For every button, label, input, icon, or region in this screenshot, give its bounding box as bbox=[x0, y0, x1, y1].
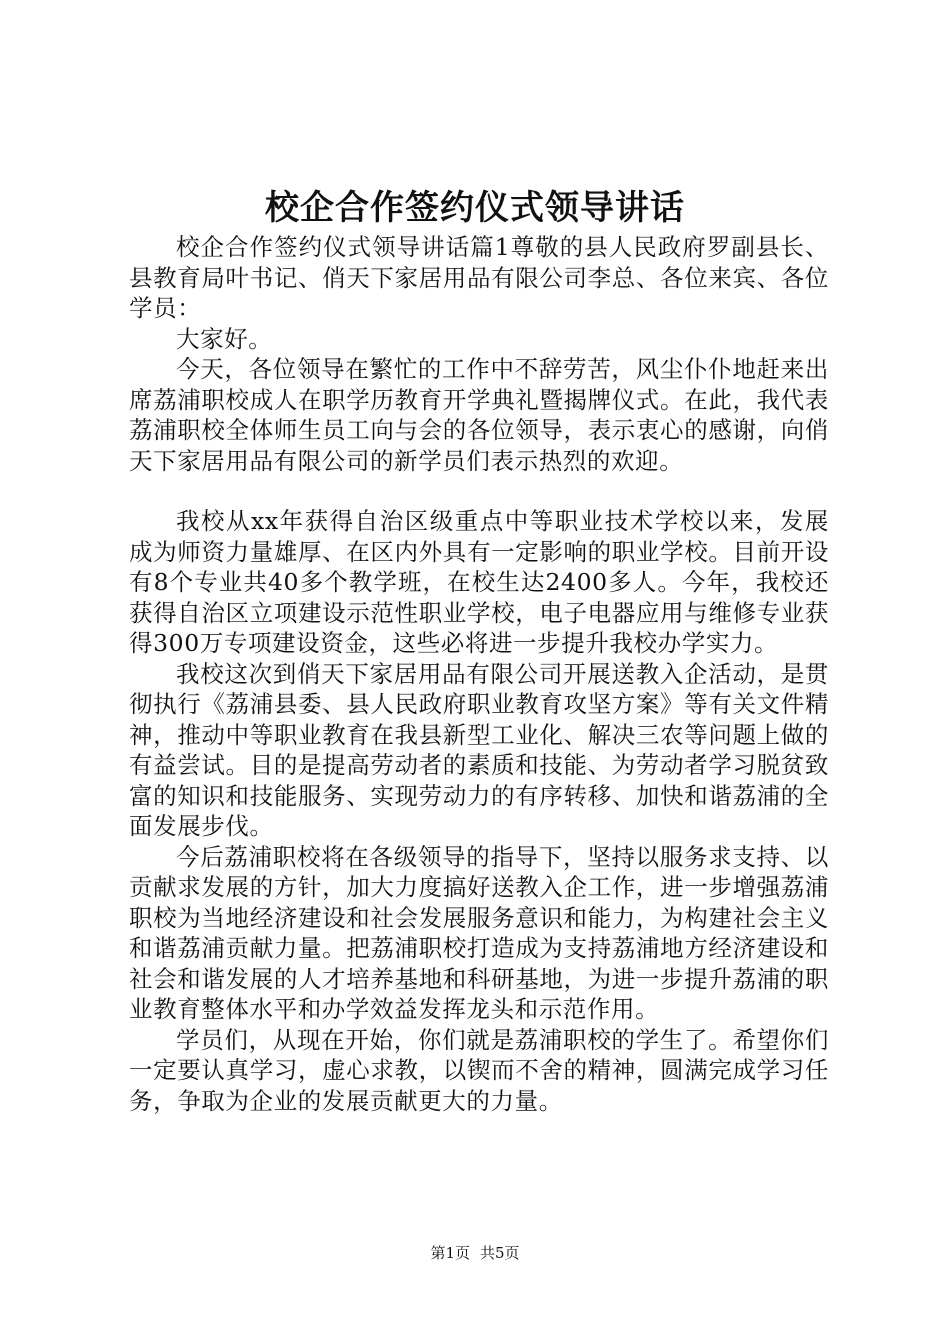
page-total: 共5页 bbox=[480, 1244, 520, 1262]
page-number: 第1页 bbox=[430, 1244, 470, 1262]
document-body bbox=[129, 232, 829, 1116]
paragraph-school-overview: 我校从xx年获得自治区级重点中等职业技术学校以来，发展成为师资力量雄厚、在区内外具有一定影响的职业学校。目前开设有8个专业共40多个教学班，在校生达2400多人。今年，我校还获得自治区立项建设示范性职业学校，电子电器应用与维修专业获得300万专项建设资金，这些必将进一步提升我校办学实力。 bbox=[129, 507, 829, 657]
document-title: 校企合作签约仪式领导讲话 bbox=[265, 188, 685, 228]
paragraph-future-plan: 今后荔浦职校将在各级领导的指导下，坚持以服务求支持、以贡献求发展的方针，加大力度搞好送教入企工作，进一步增强荔浦职校为当地经济建设和社会发展服务意识和能力，为构建社会主义和谐荔浦贡献力量。把荔浦职校打造成为支持荔浦地方经济建设和社会和谐发展的人才培养基地和科研基地，为进一步提升荔浦的职业教育整体水平和办学效益发挥龙头和示范作用。 bbox=[129, 842, 829, 1023]
paragraph-welcome: 今天，各位领导在繁忙的工作中不辞劳苦，风尘仆仆地赶来出席荔浦职校成人在职学历教育开学典礼暨揭牌仪式。在此，我代表荔浦职校全体师生员工向与会的各位领导，表示衷心的感谢，向俏天下家居用品有限公司的新学员们表示热烈的欢迎。 bbox=[129, 355, 829, 475]
paragraph-hello: 大家好。 bbox=[176, 324, 273, 353]
page-footer bbox=[0, 1243, 950, 1263]
paragraph-activity-purpose: 我校这次到俏天下家居用品有限公司开展送教入企活动，是贯彻执行《荔浦县委、县人民政府职业教育攻坚方案》等有关文件精神，推动中等职业教育在我县新型工业化、解决三农等问题上做的有益尝试。目的是提高劳动者的素质和技能、为劳动者学习脱贫致富的知识和技能服务、实现劳动力的有序转移、加快和谐荔浦的全面发展步伐。 bbox=[129, 659, 829, 840]
paragraph-students-message: 学员们，从现在开始，你们就是荔浦职校的学生了。希望你们一定要认真学习，虚心求教，以锲而不舍的精神，圆满完成学习任务，争取为企业的发展贡献更大的力量。 bbox=[129, 1025, 829, 1115]
paragraph-greeting: 校企合作签约仪式领导讲话篇1尊敬的县人民政府罗副县长、县教育局叶书记、俏天下家居用品有限公司李总、各位来宾、各位学员： bbox=[129, 233, 829, 322]
